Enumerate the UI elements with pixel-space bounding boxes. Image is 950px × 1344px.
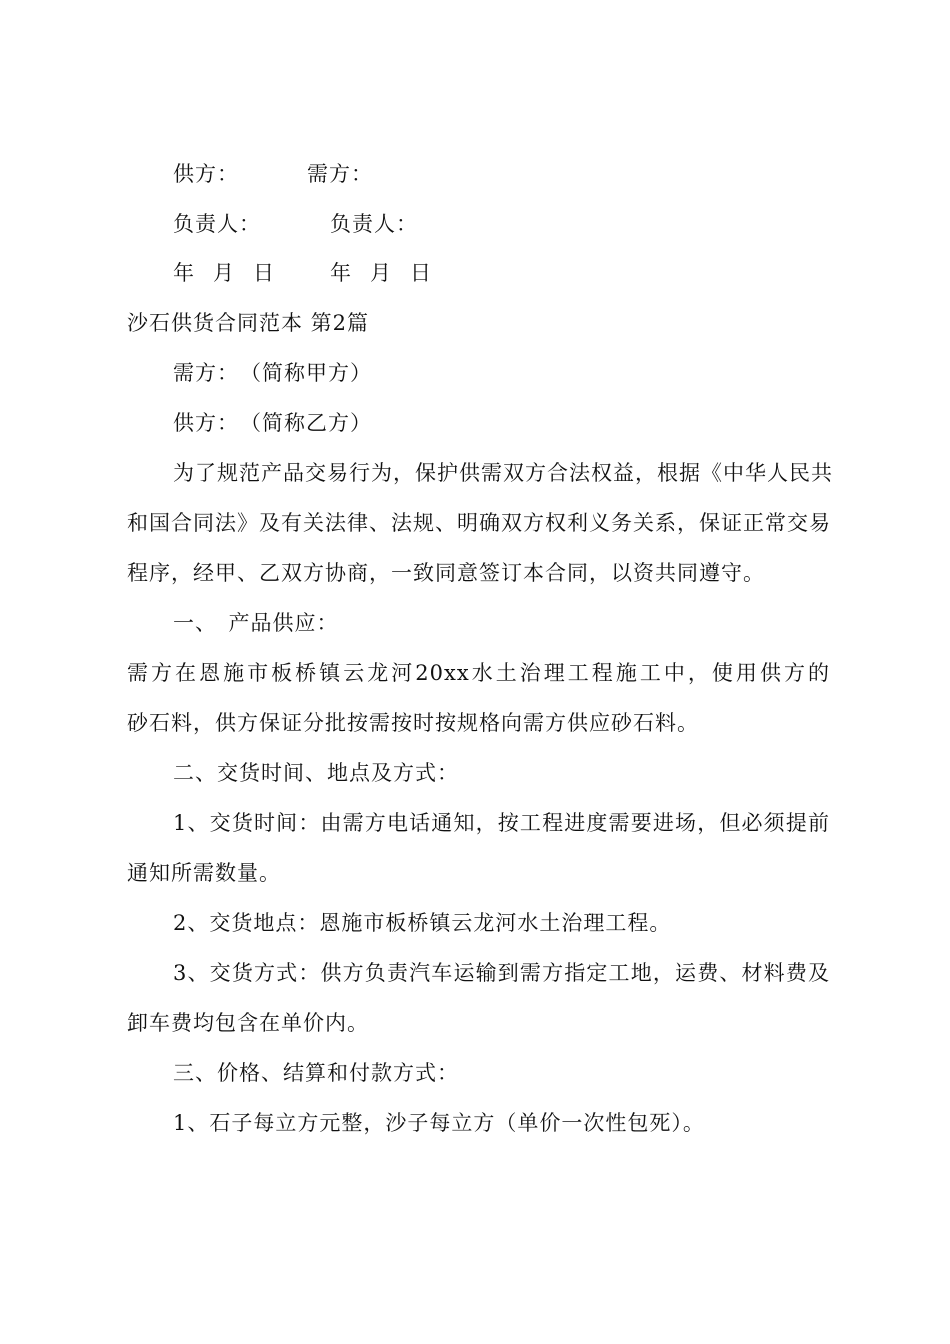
month-label: 月 (213, 261, 235, 285)
year-label: 年 (330, 261, 352, 285)
month-label: 月 (370, 261, 392, 285)
body-line: 和国合同法》及有关法律、法规、明确双方权利义务关系，保证正常交易 (127, 511, 831, 535)
supplier-person-label: 负责人： (173, 212, 261, 236)
body-line: 为了规范产品交易行为，保护供需双方合法权益，根据《中华人民共 (173, 461, 833, 485)
section-heading: 二、交货时间、地点及方式： (173, 761, 459, 785)
year-label: 年 (173, 261, 195, 285)
body-line: 2、交货地点：恩施市板桥镇云龙河水土治理工程。 (173, 911, 672, 935)
body-line: 3、交货方式：供方负责汽车运输到需方指定工地，运费、材料费及 (173, 961, 830, 985)
day-label: 日 (410, 261, 432, 285)
supplier-sign-label: 供方： (173, 162, 239, 186)
body-line: 1、交货时间：由需方电话通知，按工程进度需要进场，但必须提前 (173, 811, 830, 835)
body-line: 1、石子每立方元整，沙子每立方（单价一次性包死）。 (173, 1111, 705, 1135)
buyer-date (330, 263, 432, 284)
body-line: 通知所需数量。 (127, 861, 281, 885)
body-line: 卸车费均包含在单价内。 (127, 1011, 369, 1035)
buyer-person-label: 负责人： (330, 212, 418, 236)
day-label: 日 (253, 261, 275, 285)
body-line: 砂石料，供方保证分批按需按时按规格向需方供应砂石料。 (127, 711, 699, 735)
section-heading: 一、 产品供应： (173, 611, 339, 635)
section-heading: 三、价格、结算和付款方式： (173, 1061, 459, 1085)
contract-heading: 沙石供货合同范本 第2篇 (127, 311, 370, 335)
body-line: 程序，经甲、乙双方协商，一致同意签订本合同，以资共同遵守。 (127, 561, 765, 585)
party-supplier: 供方： （简称乙方） (173, 411, 372, 435)
party-buyer: 需方： （简称甲方） (173, 361, 372, 385)
supplier-date (173, 263, 275, 284)
buyer-sign-label: 需方： (307, 162, 373, 186)
body-line: 需方在恩施市板桥镇云龙河20xx水土治理工程施工中，使用供方的 (127, 661, 830, 685)
